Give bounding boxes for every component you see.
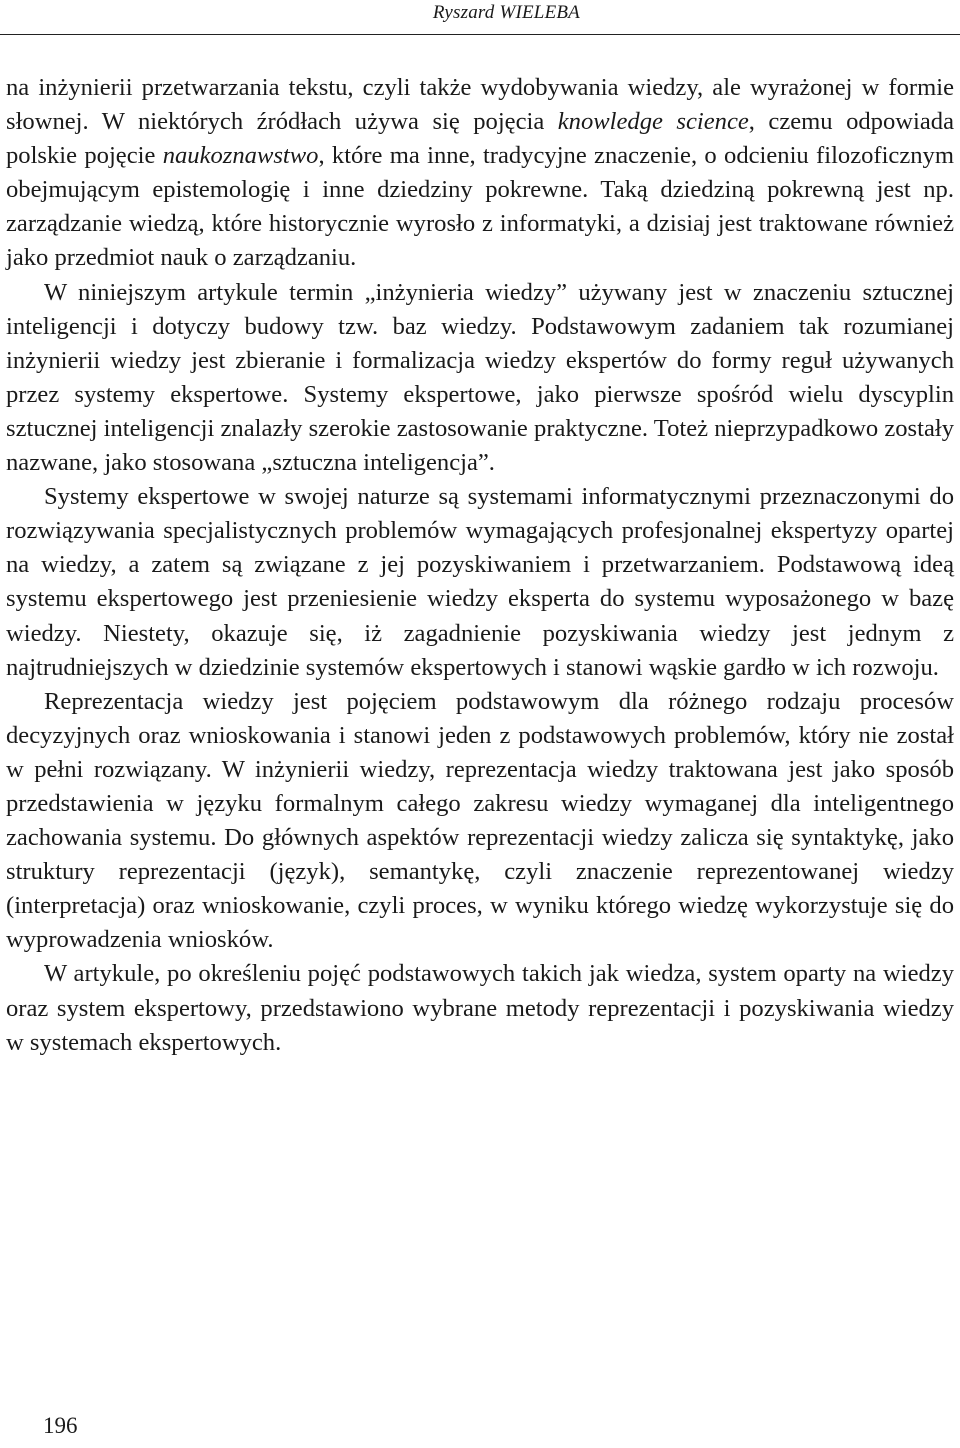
paragraph-5: W artykule, po określeniu pojęć podstawowych takich jak wiedza, system oparty na wiedzy oraz system ekspertowy, przedstawiono wybrane metody reprezentacji i pozyskiwania wiedzy w systemach ekspertowych. (6, 960, 954, 1056)
paragraph-4: Reprezentacja wiedzy jest pojęciem podstawowym dla różnego rodzaju procesów decyzyjnych oraz wnioskowania i stanowi jeden z podstawowych problemów, który nie został w pełni rozwiązany. W inżynierii wiedzy, reprezentacja wiedzy traktowana jest jako sposób przedstawienia w języku formalnym całego zakresu wiedzy wymaganej dla inteligentnego zachowania systemu. Do głównych aspektów reprezentacji wiedzy zalicza się syntaktykę, jako struktury reprezentacji (język), semantykę, czyli znaczenie reprezentowanej wiedzy (interpretacja) oraz wnioskowanie, czyli proces, w wyniku którego wiedzę wykorzystuje się do wyprowadzenia wniosków. (6, 687, 954, 954)
paragraph-1 (6, 71, 954, 276)
running-head-author: Ryszard WIELEBA (432, 2, 580, 23)
paragraph-1-text-b: , czemu odpowiada polskie pojęcie (6, 108, 954, 170)
term-naukoznawstwo: naukoznawstwo (162, 142, 319, 170)
running-header (0, 0, 960, 35)
paragraph-1-text-c: , które ma inne, tradycyjne znaczenie, o odcieniu filozoficznym obejmującym epistemologię i inne dziedziny pokrewne. Taką dziedziną pokrewną jest np. zarządzanie wiedzą, które historycznie wyrosło z informatyki, a dzisiaj jest traktowane również jako przedmiot nauk o zarządzaniu. (6, 142, 954, 272)
page-number: 196 (43, 1413, 78, 1438)
paragraph-1-text-a: na inżynierii przetwarzania tekstu, czyli także wydobywania wiedzy, ale wyrażonej w formie słownej. W niektórych źródłach używa się pojęcia (6, 74, 954, 136)
paragraph-2: W niniejszym artykule termin „inżynieria wiedzy” używany jest w znaczeniu sztucznej inteligencji i dotyczy budowy tzw. baz wiedzy. Podstawowym zadaniem tak rozumianej inżynierii wiedzy jest zbieranie i formalizacja wiedzy ekspertów do formy reguł używanych przez systemy ekspertowe. Systemy ekspertowe, jako pierwsze spośród wielu dyscyplin sztucznej inteligencji znalazły szerokie zastosowanie praktyczne. Toteż nieprzypadkowo zostały nazwane, jako stosowana „sztuczna inteligencja”. (6, 278, 954, 477)
article-body (6, 71, 954, 1060)
paragraph-3: Systemy ekspertowe w swojej naturze są systemami informatycznymi przeznaczonymi do rozwiązywania specjalistycznych problemów wymagających profesjonalnej ekspertyzy opartej na wiedzy, a zatem są związane z jej pozyskiwaniem i przetwarzaniem. Podstawową ideą systemu ekspertowego jest przeniesienie wiedzy eksperta do systemu wyposażonego w bazę wiedzy. Niestety, okazuje się, iż zagadnienie pozyskiwania wiedzy jest jednym z najtrudniejszych w dziedzinie systemów ekspertowych i stanowi wąskie gardło w ich rozwoju. (6, 483, 954, 681)
term-knowledge-science: knowledge science (557, 108, 749, 136)
